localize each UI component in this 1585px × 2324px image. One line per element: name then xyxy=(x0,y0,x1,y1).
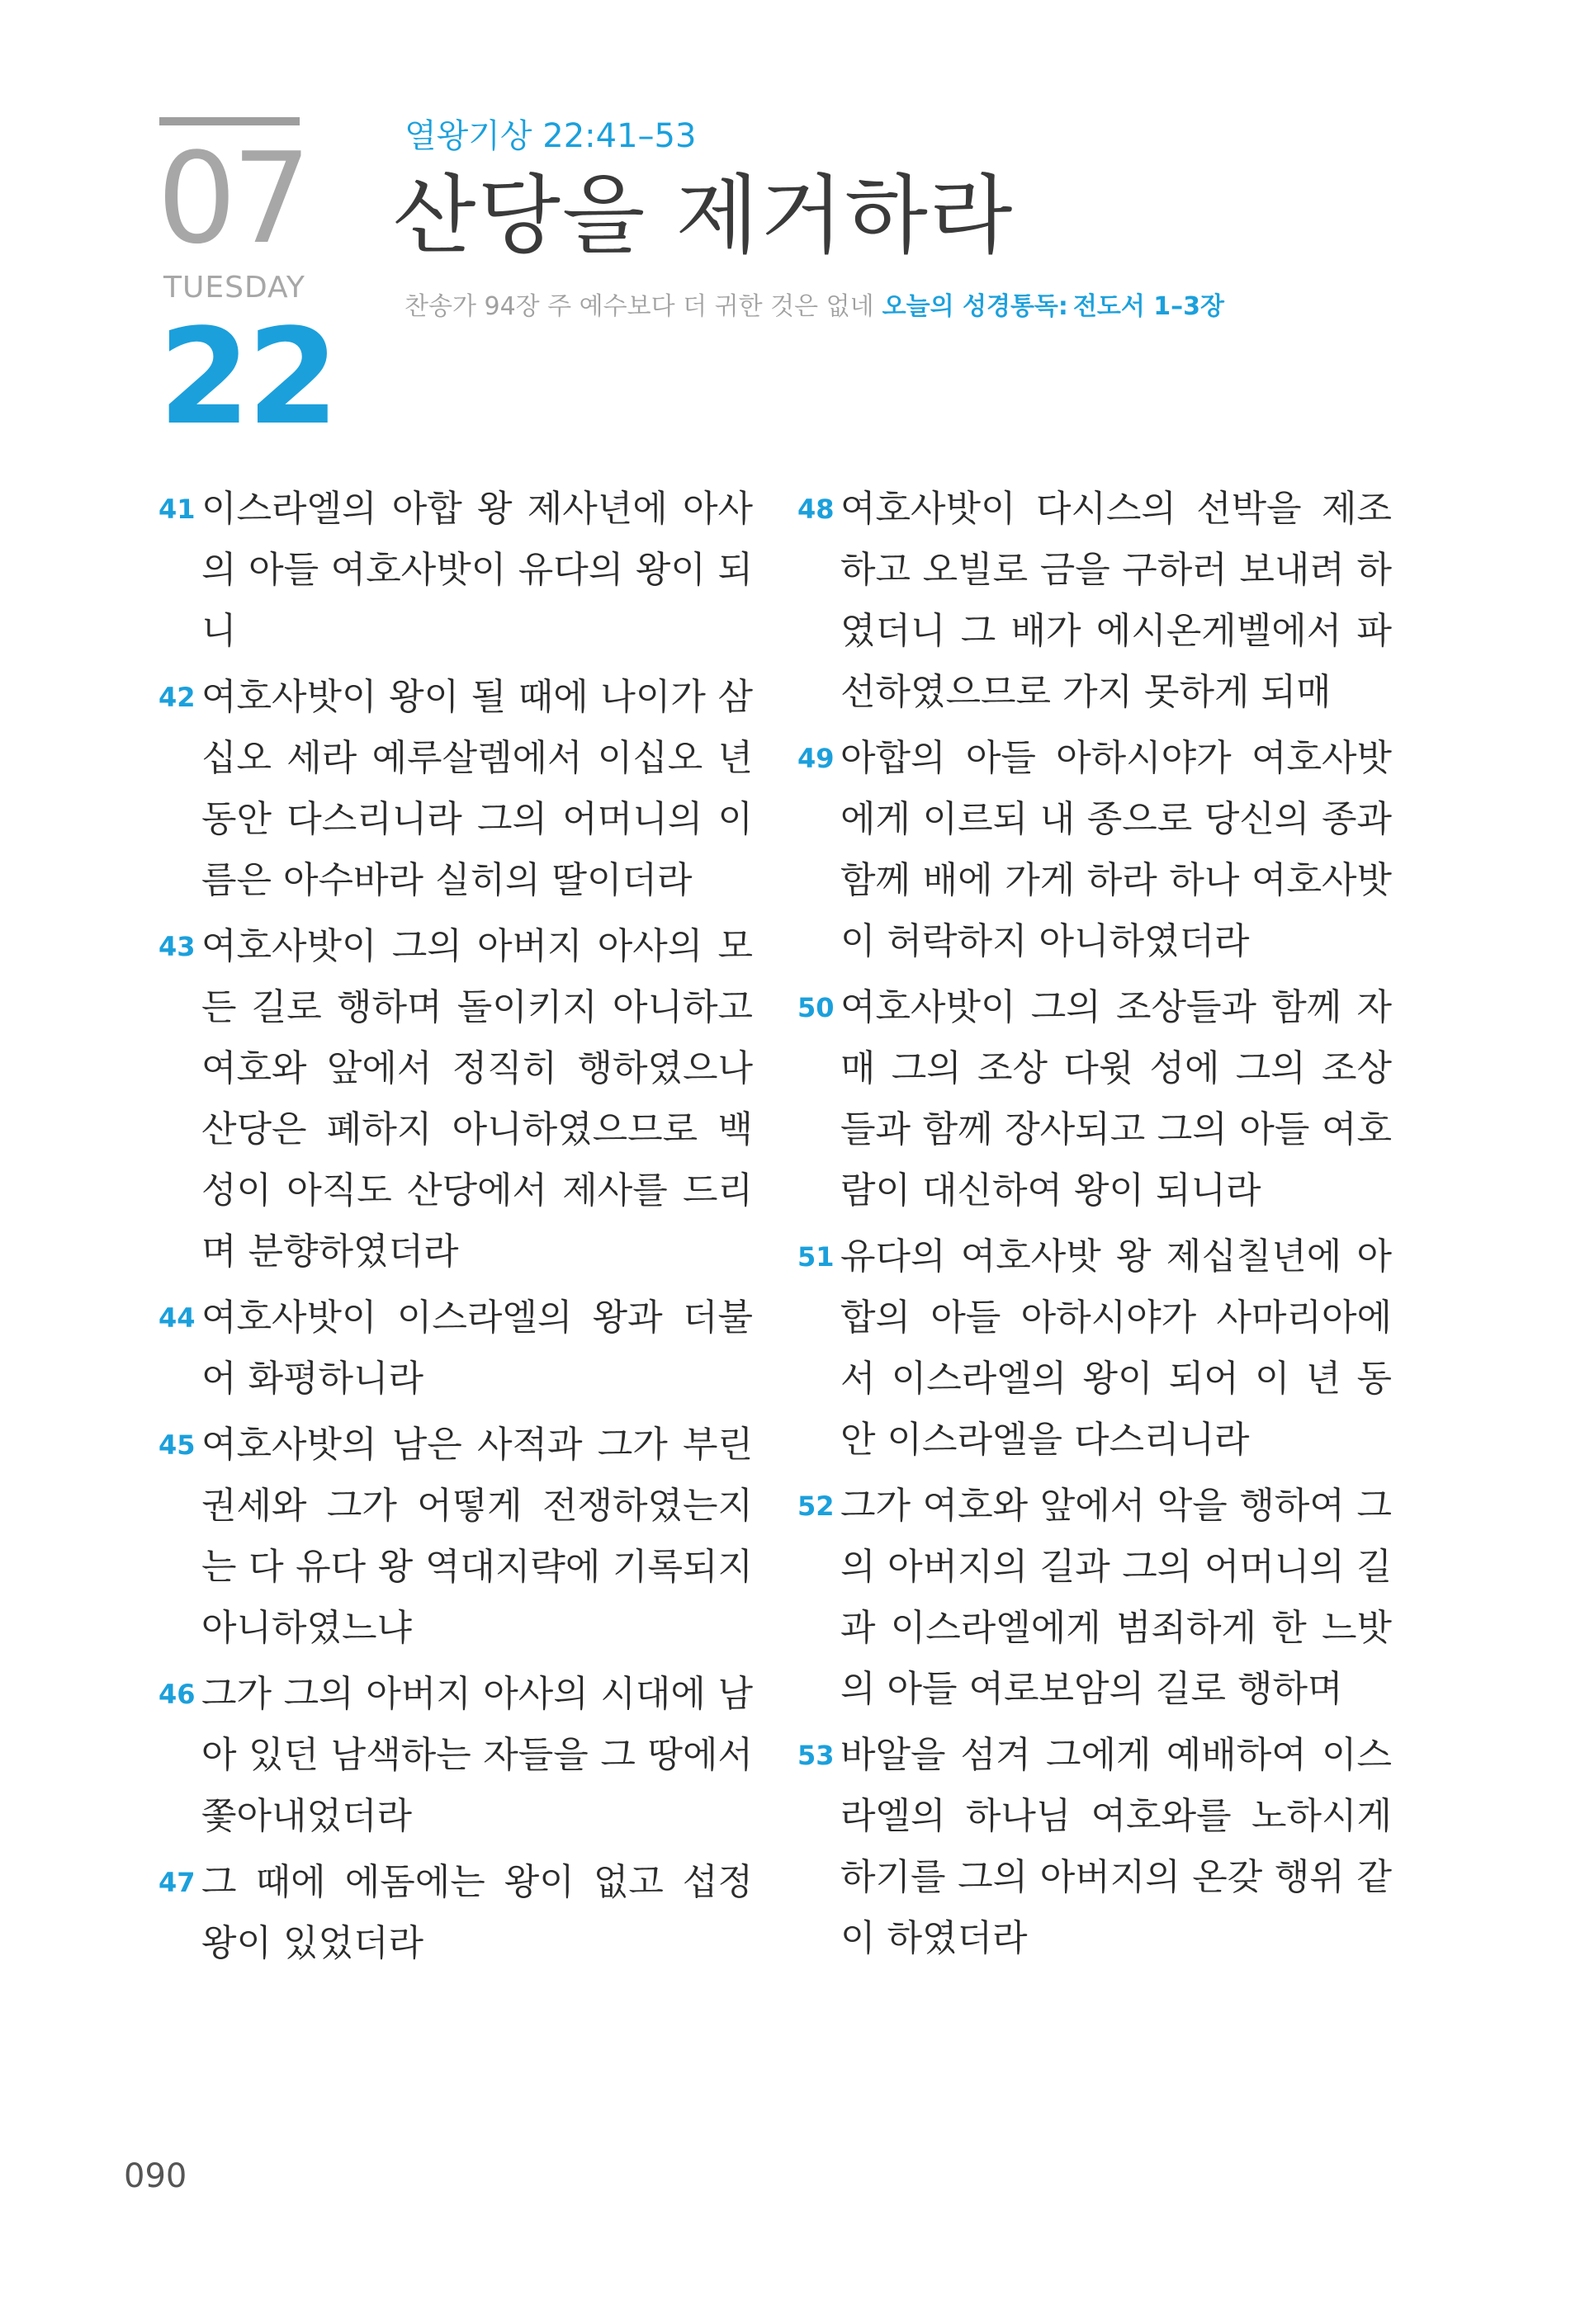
verse-number: 41 xyxy=(158,494,196,525)
verse-text: 바알을 섬겨 그에게 예배하여 이스라엘의 하나님 여호와를 노하시게 하기를 그의 아버지의 온갖 행위 같이 하였더라 xyxy=(840,1734,1392,1959)
verse-number: 43 xyxy=(158,931,196,962)
verse-text: 여호사밧이 이스라엘의 왕과 더불어 화평하니라 xyxy=(201,1297,753,1400)
verse-50 xyxy=(797,977,1392,1221)
page-title: 산당을 제거하라 xyxy=(393,165,1015,266)
verse-number: 45 xyxy=(158,1429,196,1461)
verse-41 xyxy=(158,479,753,662)
hymn-and-reading-line xyxy=(405,290,1224,324)
reading-label: 오늘의 성경통독: xyxy=(882,292,1068,321)
verse-number: 51 xyxy=(797,1241,835,1273)
verse-number: 53 xyxy=(797,1740,835,1771)
date-month: 07 xyxy=(157,125,307,272)
verse-48 xyxy=(797,479,1392,723)
verse-number: 47 xyxy=(158,1867,196,1898)
verse-text: 여호사밧이 다시스의 선박을 제조하고 오빌로 금을 구하러 보내려 하였더니 그 배가 에시온게벨에서 파선하였으므로 가지 못하게 되매 xyxy=(840,488,1392,713)
verse-text: 그가 여호와 앞에서 악을 행하여 그의 아버지의 길과 그의 어머니의 길과 이스라엘에게 범죄하게 한 느밧의 아들 여로보암의 길로 행하며 xyxy=(840,1485,1392,1710)
scripture-reference: 열왕기상 22:41–53 xyxy=(405,117,697,155)
verse-number: 46 xyxy=(158,1679,196,1710)
verse-number: 44 xyxy=(158,1302,196,1334)
verse-text: 여호사밧이 그의 아버지 아사의 모든 길로 행하며 돌이키지 아니하고 여호와 앞에서 정직히 행하였으나 산당은 폐하지 아니하였으므로 백성이 아직도 산당에서 제사를 드리며 분향하였더라 xyxy=(201,925,753,1273)
verse-51 xyxy=(797,1226,1392,1471)
verse-42 xyxy=(158,667,753,911)
verse-column-right xyxy=(797,479,1392,1974)
verse-text: 이스라엘의 아합 왕 제사년에 아사의 아들 여호사밧이 유다의 왕이 되니 xyxy=(201,488,753,652)
verse-text: 여호사밧의 남은 사적과 그가 부린 권세와 그가 어떻게 전쟁하였는지는 다 유다 왕 역대지략에 기록되지 아니하였느냐 xyxy=(201,1424,753,1649)
verse-text: 그가 그의 아버지 아사의 시대에 남아 있던 남색하는 자들을 그 땅에서 쫓아내었더라 xyxy=(201,1673,753,1837)
verse-47 xyxy=(158,1852,753,1974)
verse-number: 42 xyxy=(158,682,196,713)
verse-number: 48 xyxy=(797,494,835,525)
date-day: 22 xyxy=(158,300,336,454)
reading-value: 전도서 1–3장 xyxy=(1072,292,1225,321)
date-divider xyxy=(159,117,300,125)
page-number: 090 xyxy=(124,2157,187,2195)
verse-46 xyxy=(158,1664,753,1847)
verse-45 xyxy=(158,1415,753,1659)
verse-52 xyxy=(797,1476,1392,1720)
verse-number: 50 xyxy=(797,992,835,1023)
verse-49 xyxy=(797,728,1392,972)
verse-44 xyxy=(158,1287,753,1410)
verse-number: 49 xyxy=(797,743,835,774)
verse-text: 여호사밧이 그의 조상들과 함께 자매 그의 조상 다윗 성에 그의 조상들과 함께 장사되고 그의 아들 여호람이 대신하여 왕이 되니라 xyxy=(840,986,1392,1212)
verse-column-left xyxy=(158,479,753,1979)
verse-text: 유다의 여호사밧 왕 제십칠년에 아합의 아들 아하시야가 사마리아에서 이스라엘의 왕이 되어 이 년 동안 이스라엘을 다스리니라 xyxy=(840,1235,1392,1461)
verse-number: 52 xyxy=(797,1490,835,1522)
date-weekday: TUESDAY xyxy=(163,271,305,305)
verse-text: 여호사밧이 왕이 될 때에 나이가 삼십오 세라 예루살렘에서 이십오 년 동안 다스리니라 그의 어머니의 이름은 아수바라 실히의 딸이더라 xyxy=(201,676,753,901)
verse-43 xyxy=(158,916,753,1282)
verse-text: 그 때에 에돔에는 왕이 없고 섭정 왕이 있었더라 xyxy=(201,1861,753,1964)
verse-53 xyxy=(797,1725,1392,1969)
verse-text: 아합의 아들 아하시야가 여호사밧에게 이르되 내 종으로 당신의 종과 함께 배에 가게 하라 하나 여호사밧이 허락하지 아니하였더라 xyxy=(840,737,1392,962)
hymn-text: 찬송가 94장 주 예수보다 더 귀한 것은 없네 xyxy=(405,292,874,321)
